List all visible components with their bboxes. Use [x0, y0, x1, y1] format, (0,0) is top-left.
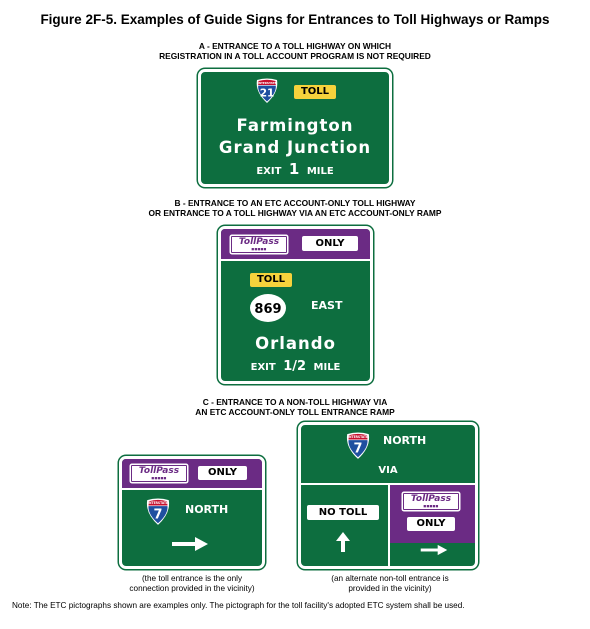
- sign-c-left: [119, 456, 265, 569]
- route-number: 21: [259, 87, 275, 100]
- destination-1: Farmington: [236, 116, 354, 135]
- state-route-shield-icon: [249, 293, 287, 323]
- section-c-title: [0, 397, 590, 417]
- only-panel: ONLY: [198, 466, 247, 480]
- sign-b: [218, 226, 373, 384]
- caption-right-line2: provided in the vicinity): [348, 584, 432, 593]
- sign-c-right: [298, 422, 478, 569]
- interstate-shield-icon: [145, 498, 171, 526]
- exit-unit: MILE: [306, 166, 334, 177]
- etc-logo-text: TollPass: [138, 466, 180, 476]
- section-c-title-line2: AN ETC ACCOUNT-ONLY TOLL ENTRANCE RAMP: [195, 407, 395, 417]
- route-number: 869: [254, 302, 282, 317]
- toll-badge: TOLL: [294, 85, 336, 99]
- caption-left-line2: connection provided in the vicinity): [129, 584, 255, 593]
- figure-title: Figure 2F-5. Examples of Guide Signs for Entrances to Toll Highways or Ramps: [40, 12, 550, 27]
- no-toll-panel: NO TOLL: [307, 505, 379, 520]
- shield-label: INTERSTATE: [257, 80, 277, 85]
- exit-unit: MILE: [313, 362, 341, 373]
- interstate-shield-icon: [345, 432, 371, 460]
- caption-left-line1: (the toll entrance is the only: [141, 574, 243, 583]
- panel-divider: [221, 259, 370, 261]
- exit-word: EXIT: [250, 362, 276, 373]
- direction-label: NORTH: [383, 434, 427, 447]
- caption-right: [302, 574, 478, 594]
- direction-label: NORTH: [185, 503, 229, 516]
- exit-distance: [201, 161, 389, 180]
- footnote: Note: The ETC pictographs shown are examples only. The pictograph for the toll facility's adopted ETC system shall be used.: [12, 601, 465, 610]
- etc-tollpass-logo: TollPass ■■■■■: [231, 236, 287, 253]
- section-a-title-line1: A - ENTRANCE TO A TOLL HIGHWAY ON WHICH: [198, 41, 392, 51]
- only-panel: ONLY: [302, 236, 358, 251]
- etc-logo-text: TollPass: [238, 237, 280, 247]
- caption-left: [112, 574, 272, 594]
- etc-tollpass-logo: TollPass ■■■■■: [403, 493, 459, 510]
- exit-number: 1: [288, 160, 300, 178]
- exit-distance: [221, 359, 370, 376]
- section-b-title: [0, 198, 590, 218]
- caption-right-line1: (an alternate non-toll entrance is: [331, 574, 449, 583]
- section-b-title-line1: B - ENTRANCE TO AN ETC ACCOUNT-ONLY TOLL HIGHWAY: [174, 198, 416, 208]
- section-a-title-line2: REGISTRATION IN A TOLL ACCOUNT PROGRAM IS NOT REQUIRED: [159, 51, 431, 61]
- section-c-title-line1: C - ENTRANCE TO A NON-TOLL HIGHWAY VIA: [202, 397, 388, 407]
- right-arrow-icon: [171, 536, 209, 552]
- sign-a: [198, 69, 392, 187]
- via-label: VIA: [378, 465, 398, 476]
- direction-label: EAST: [311, 299, 343, 312]
- shield-label: INTERSTATE: [147, 501, 169, 506]
- interstate-shield-icon: [255, 78, 279, 104]
- shield-label: INTERSTATE: [347, 435, 369, 440]
- destination-2: Grand Junction: [218, 138, 372, 157]
- route-number: 7: [153, 507, 163, 523]
- section-a-title: [0, 41, 590, 61]
- panel-divider: [122, 488, 262, 490]
- section-b-title-line2: OR ENTRANCE TO A TOLL HIGHWAY VIA AN ETC ACCOUNT-ONLY RAMP: [148, 208, 442, 218]
- route-number: 7: [353, 441, 363, 457]
- destination: Orlando: [255, 334, 336, 353]
- only-panel: ONLY: [407, 517, 455, 531]
- exit-number: 1/2: [283, 359, 307, 374]
- right-arrow-icon: [420, 542, 448, 558]
- etc-logo-text: TollPass: [410, 494, 452, 504]
- exit-word: EXIT: [256, 166, 282, 177]
- up-arrow-icon: [335, 531, 351, 553]
- etc-tollpass-logo: TollPass ■■■■■: [131, 465, 187, 482]
- toll-badge: TOLL: [250, 273, 292, 287]
